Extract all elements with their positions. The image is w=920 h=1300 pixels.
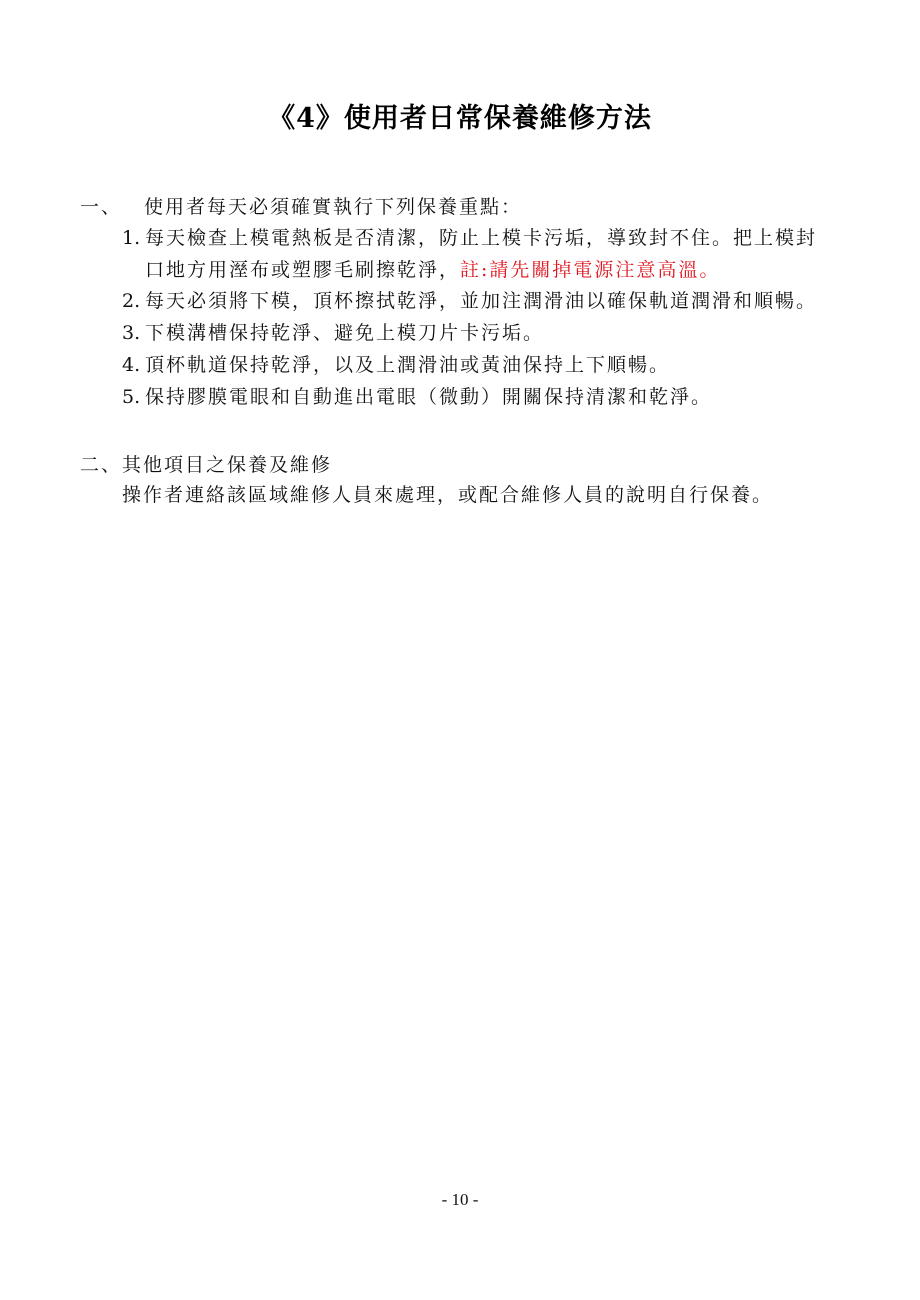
list-item-3-text: 下模溝槽保持乾淨、避免上模刀片卡污垢。 [145,322,545,344]
list-item-2-text: 每天必須將下模，頂杯擦拭乾淨，並加注潤滑油以確保軌道潤滑和順暢。 [145,290,818,312]
section-1-heading-text: 使用者每天必須確實執行下列保養重點： [144,196,523,218]
warning-note: 註:請先關掉電源注意高溫。 [460,259,721,281]
list-item-5 [122,381,712,413]
list-item-3-number: 3. [122,322,141,344]
list-item-4 [122,349,670,381]
list-item-1-line-2: 口地方用溼布或塑膠毛刷擦乾淨， [145,259,461,281]
section-2-heading: 二、其他項目之保養及維修 [80,454,333,476]
list-item-5-number: 5. [122,386,141,408]
list-item-4-number: 4. [122,354,141,376]
list-item-1-line-1: 每天檢查上模電熱板是否清潔，防止上模卡污垢，導致封不住。把上模封 [145,227,818,249]
page-number: - 10 - [441,1190,479,1209]
section-1-marker: 一、 [80,196,123,218]
list-item-5-text: 保持膠膜電眼和自動進出電眼（微動）開關保持清潔和乾淨。 [145,386,713,408]
list-item-3 [122,317,544,349]
list-item-1 [122,222,817,286]
list-item-1-number: 1. [122,227,141,249]
list-item-2 [122,285,817,317]
section-2-body: 操作者連絡該區域維修人員來處理，或配合維修人員的說明自行保養。 [122,484,774,506]
section-1-heading [80,192,522,219]
list-item-2-number: 2. [122,290,141,312]
page-title: 《4》使用者日常保養維修方法 [268,103,652,134]
list-item-4-text: 頂杯軌道保持乾淨，以及上潤滑油或黃油保持上下順暢。 [145,354,671,376]
